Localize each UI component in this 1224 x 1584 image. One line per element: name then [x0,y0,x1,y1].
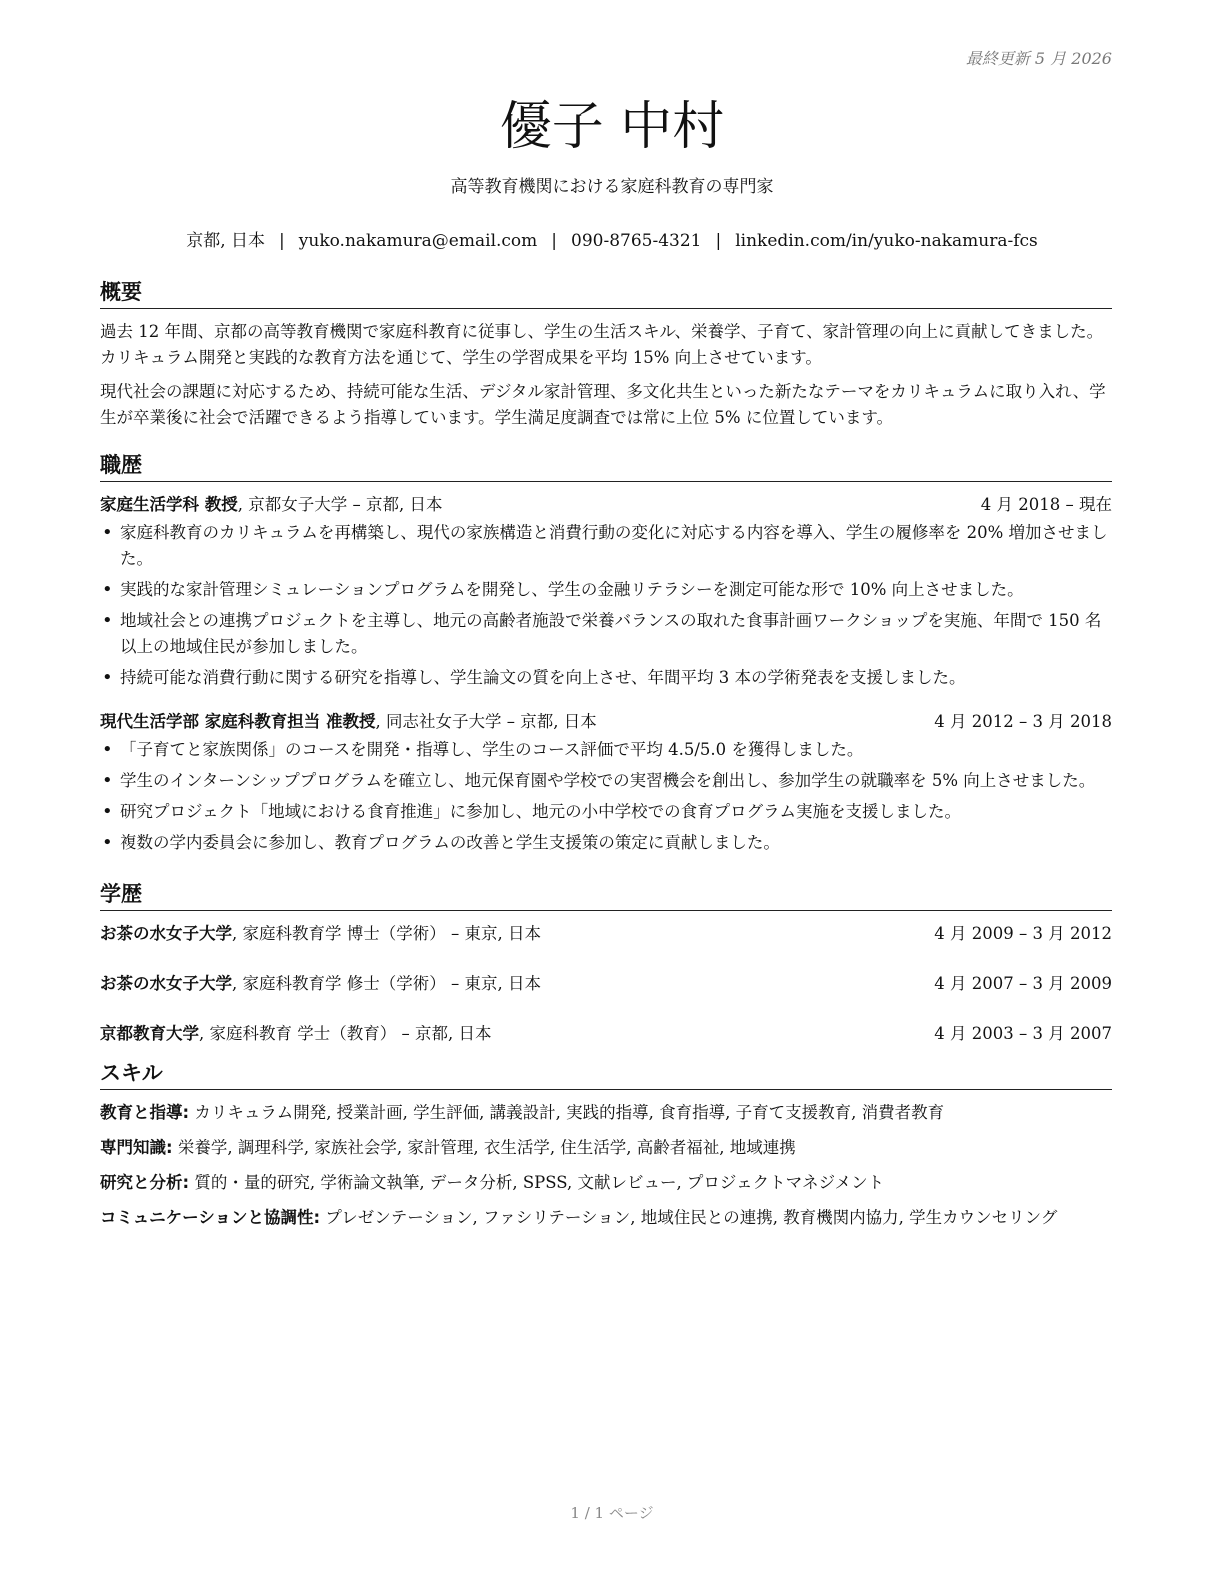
skill-line [100,1170,1112,1196]
job-position: 家庭生活学科 教授 [100,495,238,514]
skill-label: 教育と指導: [100,1103,190,1122]
skill-label: 専門知識: [100,1138,173,1157]
skill-line [100,1100,1112,1126]
education-section [100,878,1112,1047]
job-org: , 同志社女子大学 – 京都, 日本 [375,712,597,731]
job-entry [100,709,1112,856]
skill-line [100,1135,1112,1161]
section-title: スキル [100,1057,1112,1090]
section-title: 学歴 [100,878,1112,911]
education-school: 京都教育大学 [100,1024,199,1043]
list-item: • 地域社会との連携プロジェクトを主導し、地元の高齢者施設で栄養バランスの取れた食事計画ワークショップを実施、年間で 150 名以上の地域住民が参加しました。 [100,608,1112,660]
resume-content [100,276,1112,1240]
education-entry [100,1021,1112,1047]
education-dates: 4 月 2003 – 3 月 2007 [934,1024,1112,1043]
candidate-name: 優子 中村 [499,97,725,157]
contact-line [0,226,1224,251]
job-entry [100,492,1112,691]
list-item: • 複数の学内委員会に参加し、教育プログラムの改善と学生支援策の策定に貢献しました。 [100,830,1112,856]
education-dates: 4 月 2009 – 3 月 2012 [934,924,1112,943]
section-title: 職歴 [100,449,1112,482]
section-title: 概要 [100,276,1112,309]
education-dates: 4 月 2007 – 3 月 2009 [934,974,1112,993]
education-school: お茶の水女子大学 [100,974,232,993]
list-item: • 「子育てと家族関係」のコースを開発・指導し、学生のコース評価で平均 4.5/5.0 を獲得しました。 [100,737,1112,763]
job-header [100,709,1112,735]
skill-line [100,1205,1112,1231]
education-detail: , 家庭科教育学 博士（学術） – 東京, 日本 [232,924,541,943]
contact-email[interactable]: yuko.nakamura@email.com [298,231,538,251]
skill-value: カリキュラム開発, 授業計画, 学生評価, 講義設計, 実践的指導, 食育指導, 子育て支援教育, 消費者教育 [189,1103,945,1122]
experience-section [100,449,1112,856]
skill-label: 研究と分析: [100,1173,190,1192]
job-header [100,492,1112,518]
skill-value: 栄養学, 調理科学, 家族社会学, 家計管理, 衣生活学, 住生活学, 高齢者福祉, 地域連携 [172,1138,796,1157]
job-dates: 4 月 2012 – 3 月 2018 [934,712,1112,731]
skills-section [100,1057,1112,1231]
education-entry [100,971,1112,997]
job-position: 現代生活学部 家庭科教育担当 准教授 [100,712,376,731]
contact-separator: | [279,231,285,251]
job-bullets [100,737,1112,856]
skill-value: プレゼンテーション, ファシリテーション, 地域住民との連携, 教育機関内協力, 学生カウンセリング [320,1208,1058,1227]
list-item: • 持続可能な消費行動に関する研究を指導し、学生論文の質を向上させ、年間平均 3 本の学術発表を支援しました。 [100,665,1112,691]
skill-value: 質的・量的研究, 学術論文執筆, データ分析, SPSS, 文献レビュー, プロジェクトマネジメント [189,1173,885,1192]
summary-paragraph: 現代社会の課題に対応するため、持続可能な生活、デジタル家計管理、多文化共生といった新たなテーマをカリキュラムに取り入れ、学生が卒業後に社会で活躍できるよう指導しています。学生満足度調査では常に上位 5% に位置しています。 [100,382,1106,427]
job-org: , 京都女子大学 – 京都, 日本 [237,495,443,514]
skill-label: コミュニケーションと協調性: [100,1208,321,1227]
education-detail: , 家庭科教育学 修士（学術） – 東京, 日本 [232,974,541,993]
last-updated: 最終更新 5 月 2026 [965,49,1112,68]
job-bullets [100,520,1112,691]
education-detail: , 家庭科教育 学士（教育） – 京都, 日本 [199,1024,492,1043]
list-item: • 家庭科教育のカリキュラムを再構築し、現代の家族構造と消費行動の変化に対応する内容を導入、学生の履修率を 20% 増加させました。 [100,520,1112,572]
tagline: 高等教育機関における家庭科教育の専門家 [450,177,774,197]
job-dates: 4 月 2018 – 現在 [980,495,1112,514]
contact-phone: 090-8765-4321 [571,231,702,251]
contact-separator: | [551,231,558,251]
summary-section [100,276,1112,431]
education-entry [100,921,1112,947]
list-item: • 実践的な家計管理シミュレーションプログラムを開発し、学生の金融リテラシーを測定可能な形で 10% 向上させました。 [100,577,1112,603]
list-item: • 研究プロジェクト「地域における食育推進」に参加し、地元の小中学校での食育プログラム実施を支援しました。 [100,799,1112,825]
contact-linkedin[interactable]: linkedin.com/in/yuko-nakamura-fcs [735,231,1038,251]
summary-paragraph: 過去 12 年間、京都の高等教育機関で家庭科教育に従事し、学生の生活スキル、栄養学、子育て、家計管理の向上に貢献してきました。カリキュラム開発と実践的な教育方法を通じて、学生の学習成果を平均 15% 向上させています。 [100,322,1104,367]
education-school: お茶の水女子大学 [100,924,232,943]
list-item: • 学生のインターンシッププログラムを確立し、地元保育園や学校での実習機会を創出し、参加学生の就職率を 5% 向上させました。 [100,768,1112,794]
contact-location: 京都, 日本 [186,231,266,251]
page-number: 1 / 1 ページ [570,1504,654,1522]
contact-separator: | [715,231,722,251]
